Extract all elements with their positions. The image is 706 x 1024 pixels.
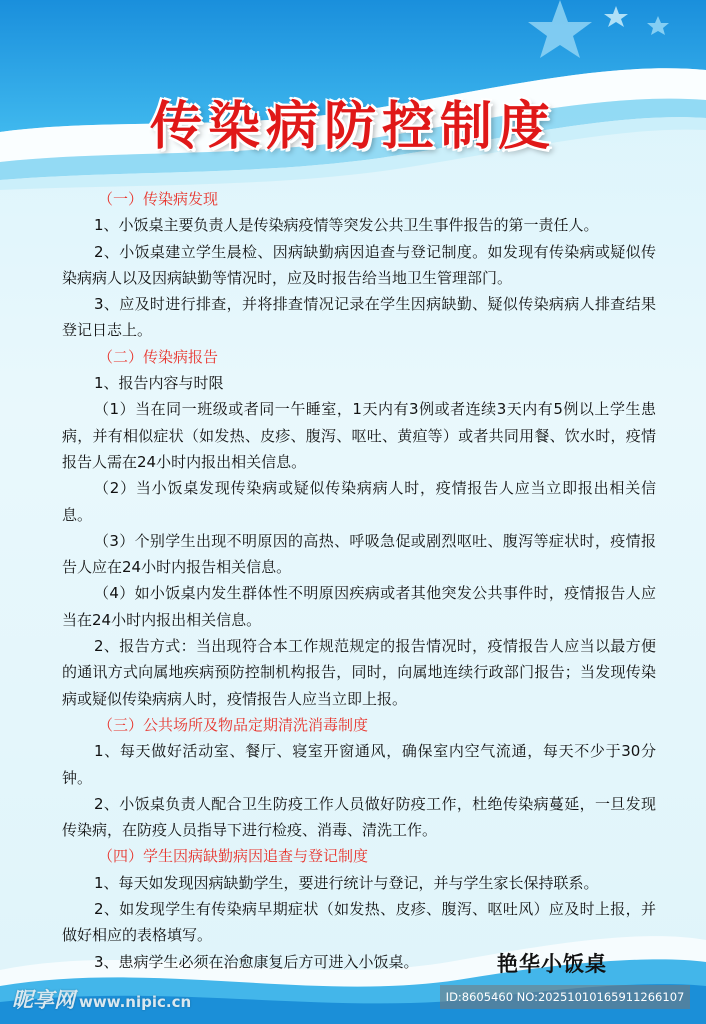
section-paragraph: （3）个别学生出现不明原因的高热、呼吸急促或剧烈呕吐、腹泻等症状时，疫情报告人应在24小时内报告相关信息。 <box>62 531 656 577</box>
section-paragraph: 2、报告方式：当出现符合本工作规范规定的报告情况时，疫情报告人应当以最方便的通讯方式向属地疾病预防控制机构报告，同时，向属地连续行政部门报告；当发现传染病或疑似传染病病人时，疫情报告人应当立即上报。 <box>62 637 656 708</box>
section-paragraph: 2、小饭桌建立学生晨检、因病缺勤病因追查与登记制度。如发现有传染病或疑似传染病病人以及因病缺勤等情况时，应及时报告给当地卫生管理部门。 <box>62 242 656 287</box>
watermark-logo-text: 昵享网 <box>12 988 75 1012</box>
section-heading: （三）公共场所及物品定期清洗消毒制度 <box>98 715 369 734</box>
watermark-url: www.nipic.cn <box>79 993 192 1011</box>
section-paragraph: 1、每天做好活动室、餐厅、寝室开窗通风，确保室内空气流通，每天不少于30分钟。 <box>62 742 656 787</box>
policy-content <box>62 186 656 975</box>
section-paragraph: 3、应及时进行排查，并将排查情况记录在学生因病缺勤、疑似传染病病人排查结果登记日志上。 <box>62 295 656 340</box>
section-heading: （一）传染病发现 <box>98 190 219 208</box>
section-heading: （二）传染病报告 <box>98 347 219 366</box>
watermark-id: ID:8605460 NO:20251010165911266107 <box>440 985 690 1009</box>
signature: 艳华小饭桌 <box>497 952 607 976</box>
section-paragraph: （2）当小饭桌发现传染病或疑似传染病病人时，疫情报告人应当立即报出相关信息。 <box>62 479 656 524</box>
section-heading: （四）学生因病缺勤病因追查与登记制度 <box>98 847 369 866</box>
section-paragraph: 3、患病学生必须在治愈康复后方可进入小饭桌。 <box>94 952 419 971</box>
section-paragraph: 2、如发现学生有传染病早期症状（如发热、皮疹、腹泻、呕吐风）应及时上报，并做好相应的表格填写。 <box>62 900 656 945</box>
page-title: 传染病防控制度 <box>149 96 556 157</box>
section-paragraph: 2、小饭桌负责人配合卫生防疫工作人员做好防疫工作，杜绝传染病蔓延，一旦发现传染病，在防疫人员指导下进行检疫、消毒、清洗工作。 <box>62 794 656 840</box>
section-paragraph: 1、报告内容与时限 <box>94 374 224 393</box>
watermark-logo <box>12 984 191 1014</box>
section-paragraph: 1、每天如发现因病缺勤学生，要进行统计与登记，并与学生家长保持联系。 <box>94 873 599 892</box>
section-paragraph: （4）如小饭桌内发生群体性不明原因疾病或者其他突发公共事件时，疫情报告人应当在24小时内报出相关信息。 <box>62 584 656 629</box>
section-paragraph: 1、小饭桌主要负责人是传染病疫情等突发公共卫生事件报告的第一责任人。 <box>94 216 599 235</box>
section-paragraph: （1）当在同一班级或者同一午睡室，1天内有3例或者连续3天内有5例以上学生患病，并有相似症状（如发热、皮疹、腹泻、呕吐、黄疸等）或者共同用餐、饮水时，疫情报告人需在24小时内报出相关信息。 <box>62 400 656 471</box>
